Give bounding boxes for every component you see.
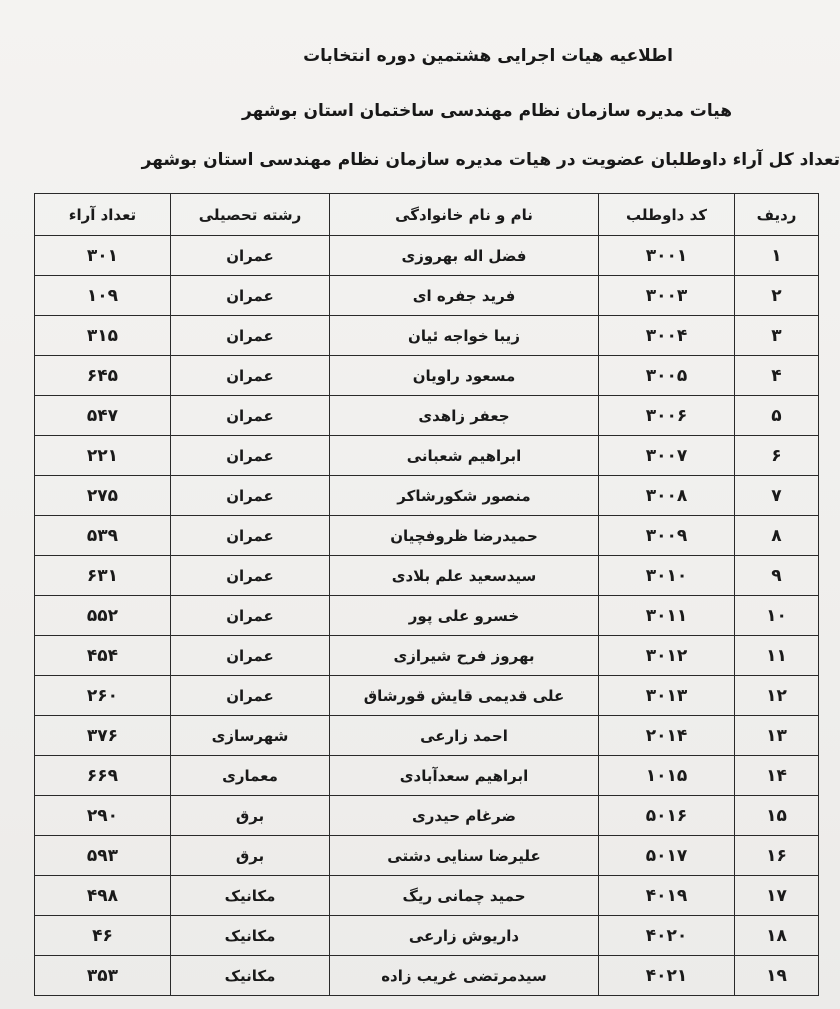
cell-full-name: ضرغام حیدری	[330, 796, 599, 836]
cell-row-number: ۹	[735, 556, 819, 596]
cell-row-number: ۸	[735, 516, 819, 556]
cell-vote-count: ۵۴۷	[35, 396, 171, 436]
cell-vote-count: ۶۴۵	[35, 356, 171, 396]
cell-row-number: ۱۶	[735, 836, 819, 876]
cell-full-name: خسرو علی پور	[330, 596, 599, 636]
cell-full-name: زیبا خواجه ئیان	[330, 316, 599, 356]
cell-row-number: ۲	[735, 276, 819, 316]
table-row	[35, 316, 819, 356]
cell-field-of-study: عمران	[171, 636, 330, 676]
cell-field-of-study: عمران	[171, 276, 330, 316]
cell-full-name: بهروز فرح شیرازی	[330, 636, 599, 676]
cell-field-of-study: برق	[171, 836, 330, 876]
cell-field-of-study: عمران	[171, 596, 330, 636]
cell-candidate-code: ۳۰۰۳	[599, 276, 735, 316]
cell-full-name: فرید جفره ای	[330, 276, 599, 316]
cell-row-number: ۱۷	[735, 876, 819, 916]
table-row	[35, 676, 819, 716]
cell-candidate-code: ۳۰۰۸	[599, 476, 735, 516]
cell-field-of-study: عمران	[171, 316, 330, 356]
table-row	[35, 836, 819, 876]
cell-row-number: ۱	[735, 236, 819, 276]
cell-vote-count: ۲۲۱	[35, 436, 171, 476]
cell-field-of-study: شهرسازی	[171, 716, 330, 756]
cell-vote-count: ۳۱۵	[35, 316, 171, 356]
table-header-row	[35, 194, 819, 236]
cell-candidate-code: ۳۰۱۰	[599, 556, 735, 596]
cell-field-of-study: عمران	[171, 476, 330, 516]
cell-candidate-code: ۵۰۱۶	[599, 796, 735, 836]
cell-row-number: ۷	[735, 476, 819, 516]
cell-vote-count: ۳۷۶	[35, 716, 171, 756]
cell-row-number: ۶	[735, 436, 819, 476]
table-caption: تعداد کل آراء داوطلبان عضویت در هیات مدیره سازمان نظام مهندسی استان بوشهر	[141, 150, 840, 170]
cell-candidate-code: ۳۰۰۴	[599, 316, 735, 356]
cell-vote-count: ۱۰۹	[35, 276, 171, 316]
cell-full-name: علی قدیمی قایش قورشاق	[330, 676, 599, 716]
table-row	[35, 396, 819, 436]
cell-candidate-code: ۲۰۱۴	[599, 716, 735, 756]
cell-row-number: ۱۳	[735, 716, 819, 756]
cell-candidate-code: ۵۰۱۷	[599, 836, 735, 876]
cell-vote-count: ۵۳۹	[35, 516, 171, 556]
cell-candidate-code: ۳۰۰۶	[599, 396, 735, 436]
cell-full-name: احمد زارعی	[330, 716, 599, 756]
table-row	[35, 236, 819, 276]
cell-field-of-study: عمران	[171, 436, 330, 476]
table-row	[35, 756, 819, 796]
announcement-title: اطلاعیه هیات اجرایی هشتمین دوره انتخابات	[303, 46, 673, 66]
cell-full-name: سیدمرتضی غریب زاده	[330, 956, 599, 996]
cell-candidate-code: ۳۰۰۵	[599, 356, 735, 396]
cell-full-name: حمید چمانی ریگ	[330, 876, 599, 916]
cell-full-name: داریوش زارعی	[330, 916, 599, 956]
table-row	[35, 796, 819, 836]
cell-vote-count: ۳۰۱	[35, 236, 171, 276]
cell-field-of-study: عمران	[171, 676, 330, 716]
cell-full-name: جعفر زاهدی	[330, 396, 599, 436]
cell-candidate-code: ۴۰۲۱	[599, 956, 735, 996]
cell-candidate-code: ۳۰۱۱	[599, 596, 735, 636]
cell-candidate-code: ۴۰۲۰	[599, 916, 735, 956]
cell-full-name: منصور شکورشاکر	[330, 476, 599, 516]
table-row	[35, 596, 819, 636]
cell-full-name: علیرضا سنایی دشتی	[330, 836, 599, 876]
table-row	[35, 956, 819, 996]
cell-vote-count: ۴۵۴	[35, 636, 171, 676]
table-row	[35, 356, 819, 396]
table-row	[35, 636, 819, 676]
cell-vote-count: ۲۷۵	[35, 476, 171, 516]
cell-row-number: ۱۹	[735, 956, 819, 996]
header-candidate-code: کد داوطلب	[599, 194, 735, 236]
cell-candidate-code: ۳۰۱۳	[599, 676, 735, 716]
cell-field-of-study: عمران	[171, 236, 330, 276]
cell-row-number: ۴	[735, 356, 819, 396]
header-field-of-study: رشته تحصیلی	[171, 194, 330, 236]
table-row	[35, 436, 819, 476]
cell-field-of-study: مکانیک	[171, 956, 330, 996]
cell-field-of-study: معماری	[171, 756, 330, 796]
table-row	[35, 276, 819, 316]
cell-full-name: ابراهیم سعدآبادی	[330, 756, 599, 796]
cell-field-of-study: مکانیک	[171, 916, 330, 956]
header-full-name: نام و نام خانوادگی	[330, 194, 599, 236]
table-row	[35, 716, 819, 756]
cell-field-of-study: برق	[171, 796, 330, 836]
cell-full-name: حمیدرضا ظروفچیان	[330, 516, 599, 556]
cell-field-of-study: عمران	[171, 396, 330, 436]
cell-vote-count: ۲۶۰	[35, 676, 171, 716]
table-body	[35, 236, 819, 996]
cell-candidate-code: ۳۰۰۱	[599, 236, 735, 276]
cell-vote-count: ۴۹۸	[35, 876, 171, 916]
organization-title: هیات مدیره سازمان نظام مهندسی ساختمان استان بوشهر	[242, 101, 732, 121]
cell-field-of-study: عمران	[171, 516, 330, 556]
cell-row-number: ۱۲	[735, 676, 819, 716]
cell-row-number: ۱۱	[735, 636, 819, 676]
cell-row-number: ۱۸	[735, 916, 819, 956]
cell-row-number: ۵	[735, 396, 819, 436]
cell-vote-count: ۶۳۱	[35, 556, 171, 596]
cell-field-of-study: عمران	[171, 556, 330, 596]
cell-full-name: سیدسعید علم بلادی	[330, 556, 599, 596]
cell-candidate-code: ۴۰۱۹	[599, 876, 735, 916]
table-row	[35, 916, 819, 956]
cell-candidate-code: ۳۰۰۷	[599, 436, 735, 476]
cell-vote-count: ۶۶۹	[35, 756, 171, 796]
table-row	[35, 556, 819, 596]
cell-vote-count: ۲۹۰	[35, 796, 171, 836]
cell-row-number: ۱۴	[735, 756, 819, 796]
table-row	[35, 516, 819, 556]
votes-table	[34, 193, 819, 996]
cell-field-of-study: مکانیک	[171, 876, 330, 916]
header-row-number: ردیف	[735, 194, 819, 236]
cell-candidate-code: ۱۰۱۵	[599, 756, 735, 796]
cell-field-of-study: عمران	[171, 356, 330, 396]
table-row	[35, 876, 819, 916]
cell-full-name: مسعود راویان	[330, 356, 599, 396]
cell-row-number: ۱۵	[735, 796, 819, 836]
cell-vote-count: ۴۶	[35, 916, 171, 956]
cell-row-number: ۱۰	[735, 596, 819, 636]
header-vote-count: تعداد آراء	[35, 194, 171, 236]
cell-full-name: فضل اله بهروزی	[330, 236, 599, 276]
cell-row-number: ۳	[735, 316, 819, 356]
table-row	[35, 476, 819, 516]
cell-full-name: ابراهیم شعبانی	[330, 436, 599, 476]
cell-vote-count: ۵۹۳	[35, 836, 171, 876]
cell-vote-count: ۳۵۳	[35, 956, 171, 996]
cell-candidate-code: ۳۰۰۹	[599, 516, 735, 556]
cell-candidate-code: ۳۰۱۲	[599, 636, 735, 676]
cell-vote-count: ۵۵۲	[35, 596, 171, 636]
